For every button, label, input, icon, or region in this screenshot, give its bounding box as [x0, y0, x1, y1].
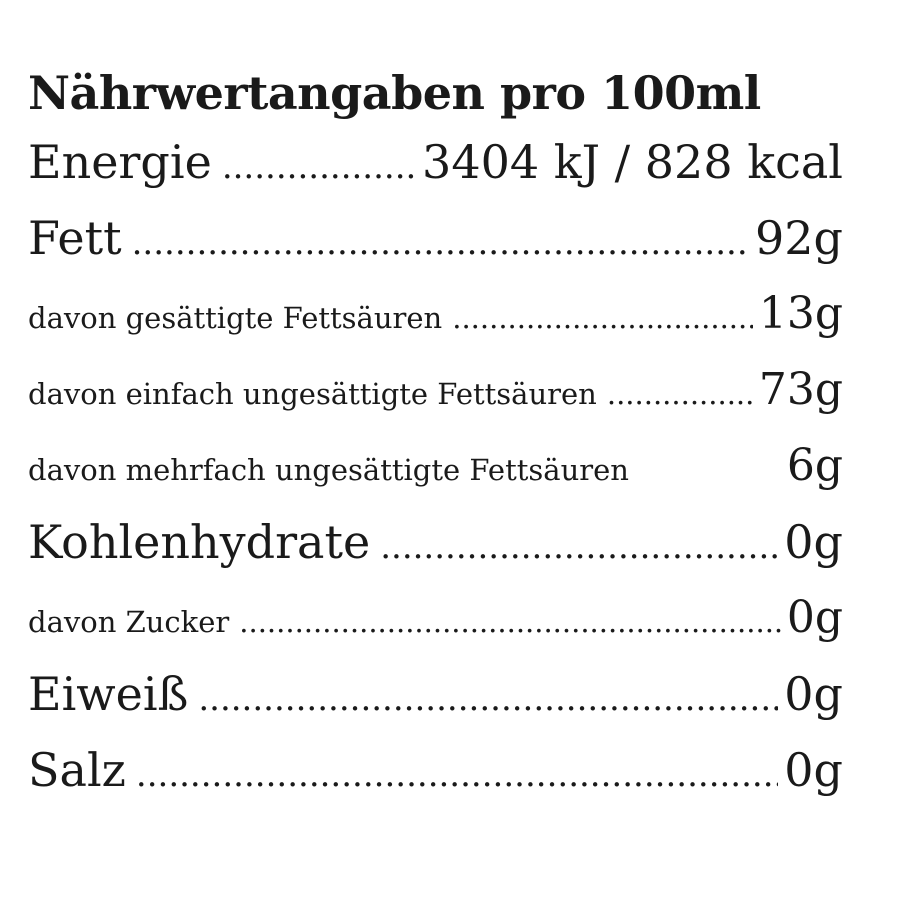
nutrient-label: Eiweiß — [28, 667, 189, 721]
dot-leader — [222, 129, 416, 200]
nutrition-row-einfach-ungesaettigte — [28, 352, 843, 428]
nutrition-row-fett — [28, 200, 843, 276]
nutrition-row-salz — [28, 732, 843, 808]
nutrient-value: 6g — [786, 440, 843, 491]
nutrient-label: davon einfach ungesättigte Fettsäuren — [28, 377, 597, 411]
nutrition-row-kohlenhydrate — [28, 504, 843, 580]
nutrition-row-mehrfach-ungesaettigte — [28, 428, 843, 504]
nutrient-label: Kohlenhydrate — [28, 515, 371, 569]
dot-leader — [607, 356, 753, 428]
nutrient-label: Fett — [28, 211, 122, 265]
dot-leader — [380, 509, 778, 580]
nutrition-title: Nährwertangaben pro 100ml — [28, 66, 761, 120]
nutrient-value: 0g — [786, 592, 843, 643]
nutrition-row-energie — [28, 124, 843, 200]
nutrition-facts-panel — [28, 62, 843, 808]
nutrient-value: 3404 kJ / 828 kcal — [422, 135, 843, 189]
nutrient-value: 0g — [784, 515, 843, 569]
nutrient-label: Energie — [28, 135, 212, 189]
nutrition-row-gesaettigte — [28, 276, 843, 352]
nutrient-value: 13g — [758, 288, 843, 339]
dot-leader — [452, 280, 753, 352]
nutrition-row-zucker — [28, 580, 843, 656]
dot-leader — [136, 737, 778, 808]
nutrient-label: davon Zucker — [28, 605, 230, 639]
dot-leader — [198, 661, 778, 732]
nutrient-label: Salz — [28, 743, 126, 797]
nutrient-label: davon gesättigte Fettsäuren — [28, 301, 443, 335]
nutrient-value: 0g — [784, 743, 843, 797]
dot-leader — [239, 584, 781, 656]
dot-leader — [132, 205, 749, 276]
nutrient-value: 73g — [758, 364, 843, 415]
nutrient-label: davon mehrfach ungesättigte Fettsäuren — [28, 453, 629, 487]
nutrient-value: 0g — [784, 667, 843, 721]
nutrient-value: 92g — [755, 211, 843, 265]
nutrition-row-eiweiss — [28, 656, 843, 732]
